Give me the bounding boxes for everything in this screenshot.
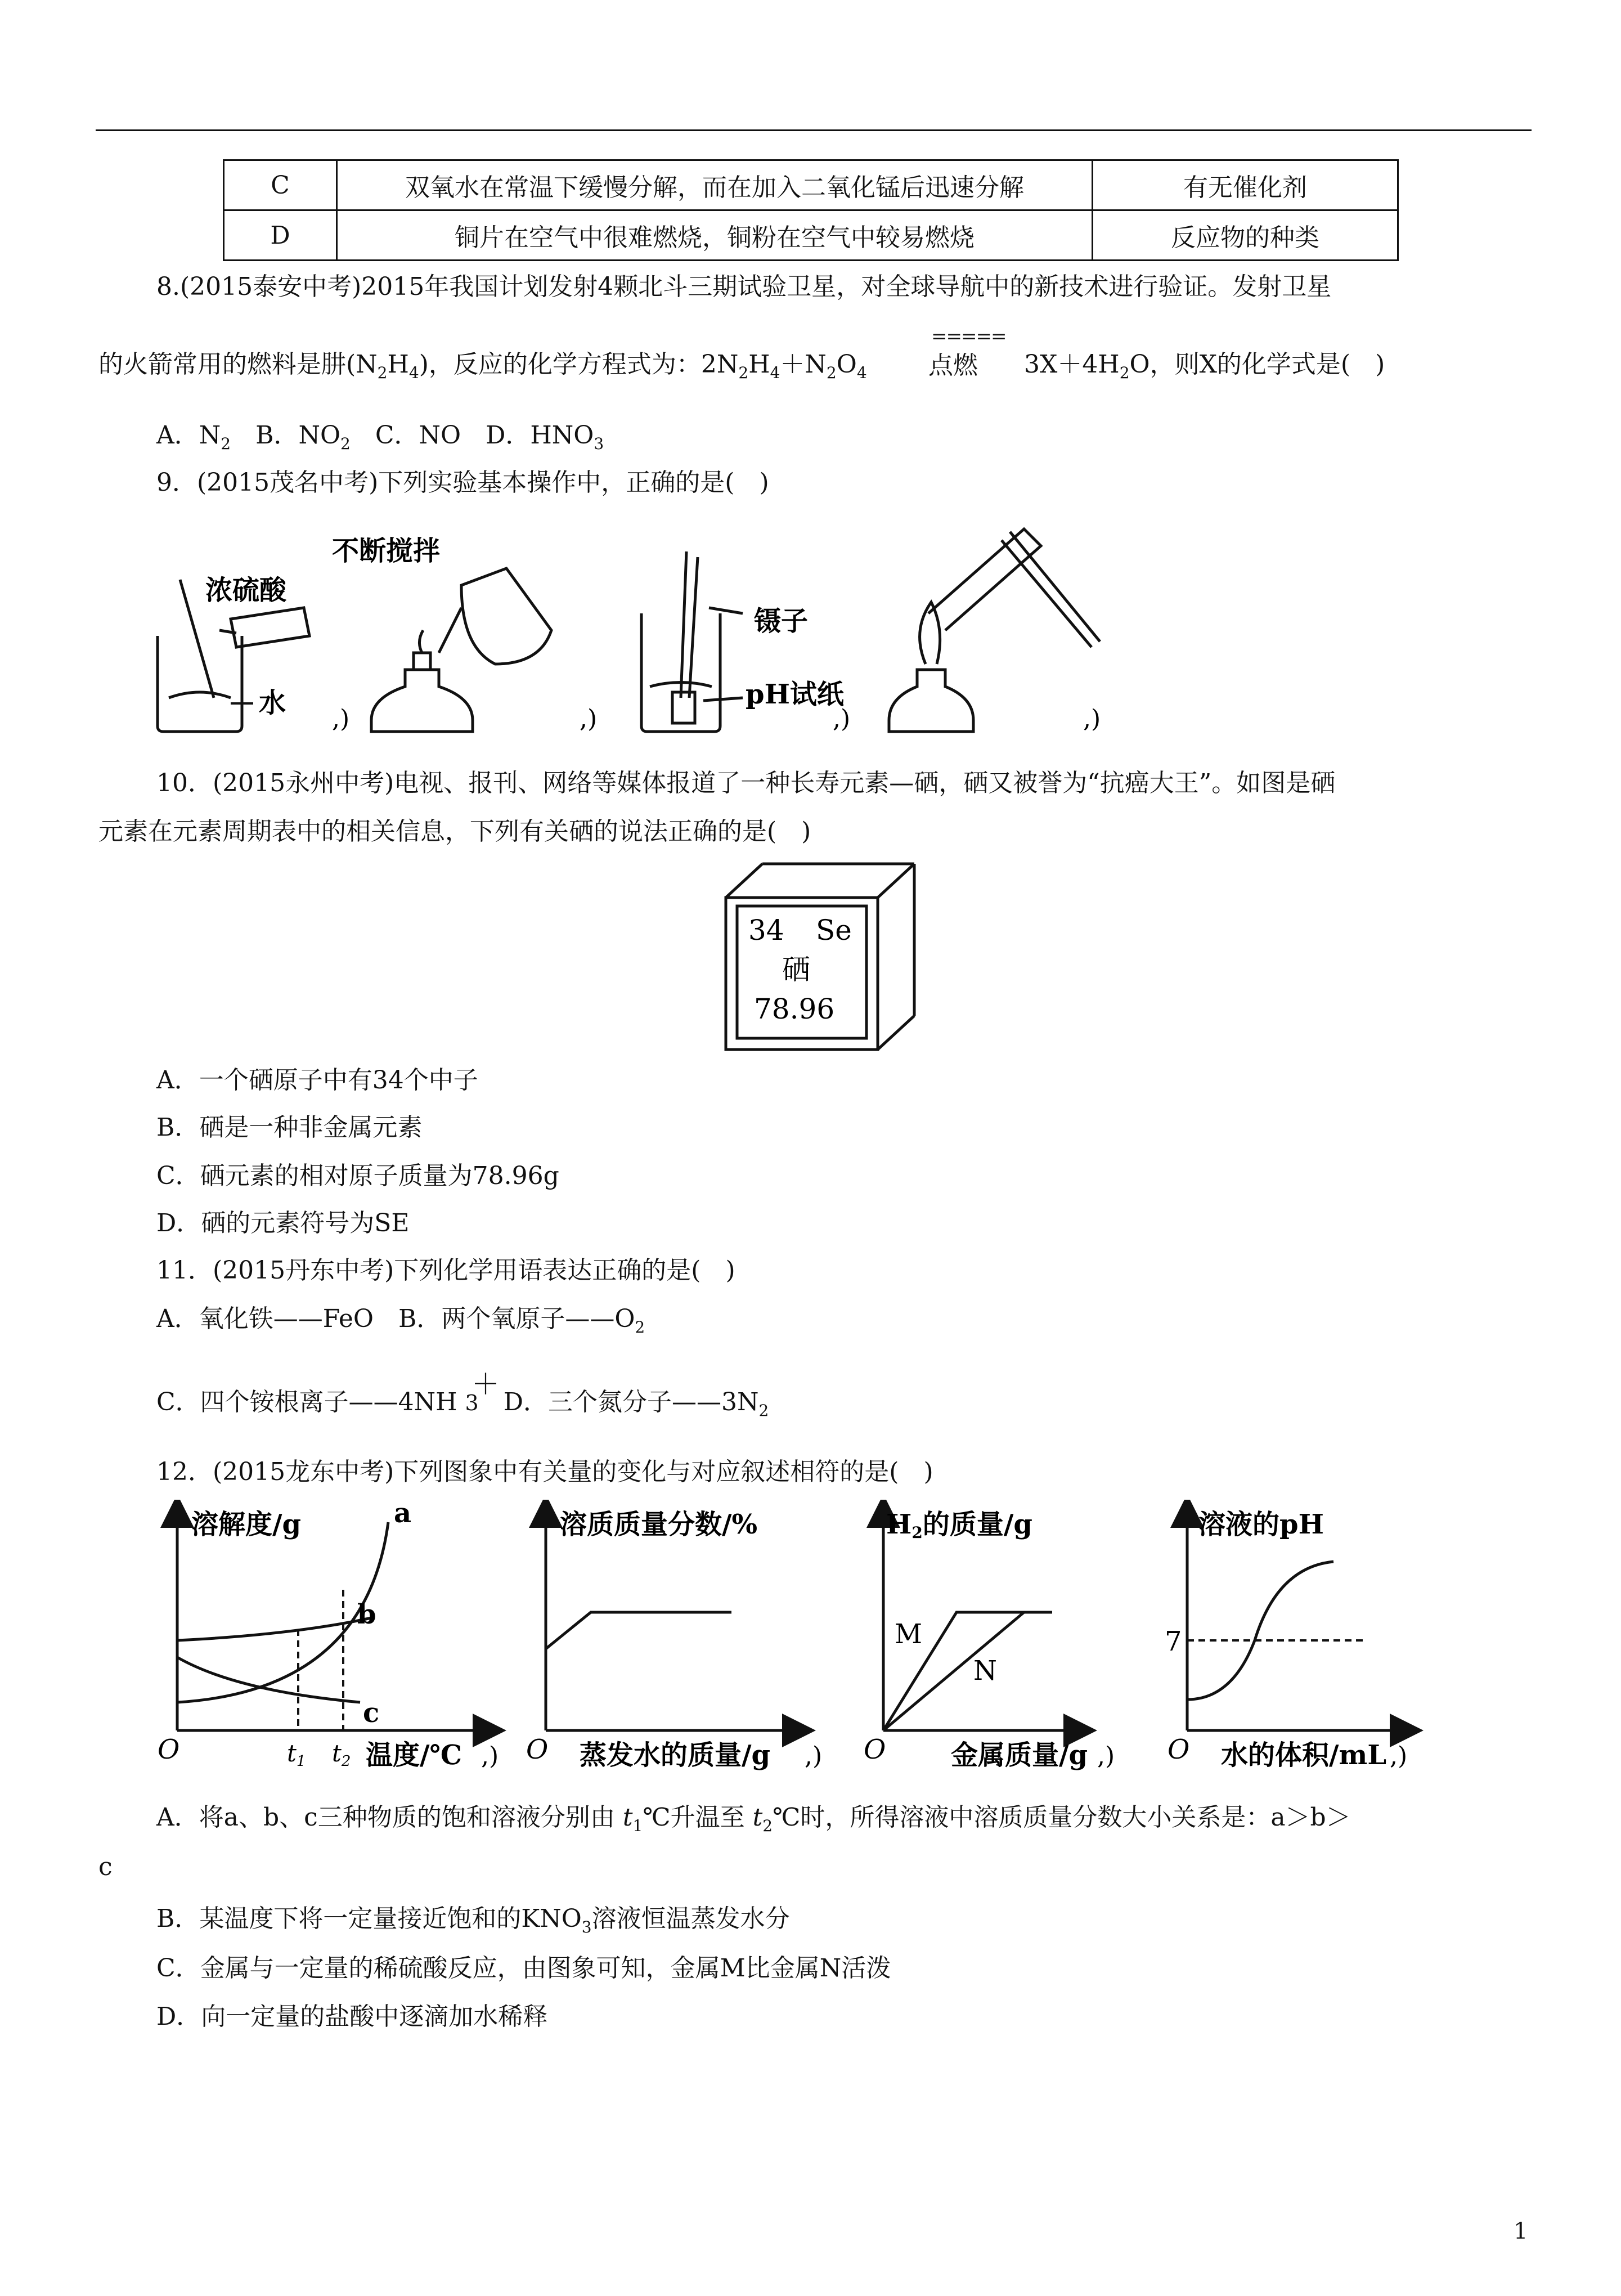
g1-label-a: a — [394, 1500, 412, 1529]
g4-tail: ,) — [1390, 1742, 1408, 1770]
figure-c — [641, 551, 743, 732]
graph-mass-fraction — [546, 1511, 799, 1730]
g3-origin: O — [864, 1734, 886, 1765]
g1-origin: O — [158, 1734, 180, 1765]
fig-a-label-stir: 不断搅拌 — [332, 535, 441, 567]
row-phenomenon: 双氧水在常温下缓慢分解，而在加入二氧化锰后迅速分解 — [337, 160, 1093, 210]
figure-d — [889, 529, 1100, 732]
row-factor: 有无催化剂 — [1093, 160, 1398, 210]
options-table — [223, 159, 1399, 261]
curve-a — [177, 1522, 388, 1702]
row-label: C — [224, 160, 337, 210]
g3-tail: ,) — [1097, 1742, 1115, 1770]
q12-option-b: B．某温度下将一定量接近饱和的$KNO_3$溶液恒温蒸发水分 — [156, 1904, 790, 1936]
q11-stem: 11．(2015丹东中考)下列化学用语表达正确的是( ) — [156, 1256, 735, 1285]
fig-a-label-acid: 浓硫酸 — [205, 575, 287, 606]
q8-reaction-arrow: ===== — [931, 325, 1006, 348]
table-row — [224, 160, 1398, 210]
g2-origin: O — [526, 1734, 549, 1765]
q10-option-b: B．硒是一种非金属元素 — [156, 1113, 423, 1142]
q11-line1: A．氧化铁——FeO B．两个氧原子$——O_2$ — [156, 1304, 645, 1337]
q10-line1: 10．(2015永州中考)电视、报刊、网络等媒体报道了一种长寿元素—硒，硒又被誉为“抗癌大王”。如图是硒 — [156, 769, 1336, 797]
element-name: 硒 — [782, 953, 810, 986]
q11-charge-sign: ＋ — [472, 1368, 500, 1401]
row-label: D — [224, 210, 337, 261]
table-row — [224, 210, 1398, 261]
fig-a-sep: ,) — [332, 705, 350, 733]
element-card — [720, 861, 934, 1052]
q12-option-a-line1: A．将a、b、c三种物质的饱和溶液分别由 $t_1℃$升温至 $t_2℃$时，所得溶液中溶质质量分数大小关系是：a＞b＞ — [156, 1803, 1351, 1835]
g4-xlabel: 水的体积/mL — [1221, 1739, 1387, 1771]
g1-ylabel: 溶解度/g — [191, 1509, 302, 1540]
g2-xlabel: 蒸发水的质量/g — [580, 1739, 771, 1771]
figure-b — [371, 568, 551, 732]
q9-figures — [146, 518, 1137, 754]
fig-a-label-water: 水 — [259, 687, 286, 719]
fig-c-label-tweezers: 镊子 — [754, 606, 809, 637]
q8-condition: 点燃 — [928, 351, 978, 380]
element-mass: 78.96 — [754, 993, 835, 1025]
g4-seven: 7 — [1165, 1626, 1182, 1657]
line-fraction — [546, 1612, 731, 1649]
q12-option-a-line2: c — [98, 1853, 113, 1881]
g1-t2: t2 — [332, 1739, 351, 1770]
fig-c-sep: ,) — [833, 705, 851, 733]
header-rule — [96, 129, 1532, 131]
q10-option-d: D．硒的元素符号为SE — [156, 1209, 410, 1237]
row-factor: 反应物的种类 — [1093, 210, 1398, 261]
g1-label-b: b — [357, 1599, 376, 1630]
fig-c-label-ph-paper: pH试纸 — [746, 679, 844, 710]
row-phenomenon: 铜片在空气中很难燃烧，铜粉在空气中较易燃烧 — [337, 210, 1093, 261]
g3-ylabel: H2的质量/g — [886, 1509, 1032, 1542]
fig-d-sep: ,) — [1083, 705, 1101, 733]
element-symbol: Se — [816, 914, 852, 947]
q11-line2: C．四个铵根离子——4NH 3 D．三个氮分子$——3N_2$ — [156, 1388, 769, 1420]
q12-stem: 12．(2015龙东中考)下列图象中有关量的变化与对应叙述相符的是( ) — [156, 1458, 933, 1486]
g3-label-m: M — [895, 1618, 923, 1650]
q10-line2: 元素在元素周期表中的相关信息，下列有关硒的说法正确的是( ) — [98, 817, 811, 846]
g1-tail: ,) — [481, 1742, 499, 1770]
g2-ylabel: 溶质质量分数/% — [560, 1509, 758, 1540]
q8-line2-right: $3X+4H_2O$，则X的化学式是( ) — [1024, 350, 1385, 382]
q12-graphs — [152, 1500, 1491, 1775]
q9-stem: 9．(2015茂名中考)下列实验基本操作中，正确的是( ) — [156, 468, 769, 497]
q8-line2: 的火箭常用的燃料是肼$(N_2H_4)$，反应的化学方程式为：$2N_2H_4+N_2O_4$ — [98, 350, 867, 382]
g1-t1: t1 — [287, 1739, 306, 1770]
graph-solubility — [177, 1511, 490, 1730]
q12-option-d: D．向一定量的盐酸中逐滴加水稀释 — [156, 2002, 548, 2031]
curve-c — [177, 1657, 360, 1702]
g2-tail: ,) — [805, 1742, 823, 1770]
g4-origin: O — [1168, 1734, 1190, 1765]
g1-xlabel: 温度/℃ — [366, 1739, 462, 1771]
g1-label-c: c — [363, 1697, 380, 1729]
q10-option-a: A．一个硒原子中有34个中子 — [156, 1066, 478, 1095]
q8-line1: 8.(2015泰安中考)2015年我国计划发射4颗北斗三期试验卫星，对全球导航中的新技术进行验证。发射卫星 — [156, 272, 1332, 301]
q8-options: A．$N_2$ B．$NO_2$ C．NO D．$HNO_3$ — [156, 421, 604, 453]
page-number: 1 — [1514, 2218, 1528, 2244]
curve-ph — [1187, 1562, 1333, 1699]
g4-ylabel: 溶液的pH — [1198, 1509, 1324, 1540]
q12-option-c: C．金属与一定量的稀硫酸反应，由图象可知，金属M比金属N活泼 — [156, 1954, 891, 1983]
g3-xlabel: 金属质量/g — [951, 1739, 1088, 1771]
q10-option-c: C．硒元素的相对原子质量为78.96g — [156, 1162, 559, 1190]
graph-ph — [1187, 1511, 1407, 1730]
element-number: 34 — [748, 914, 784, 947]
fig-b-sep: ,) — [580, 705, 598, 733]
g3-label-n: N — [973, 1655, 997, 1687]
